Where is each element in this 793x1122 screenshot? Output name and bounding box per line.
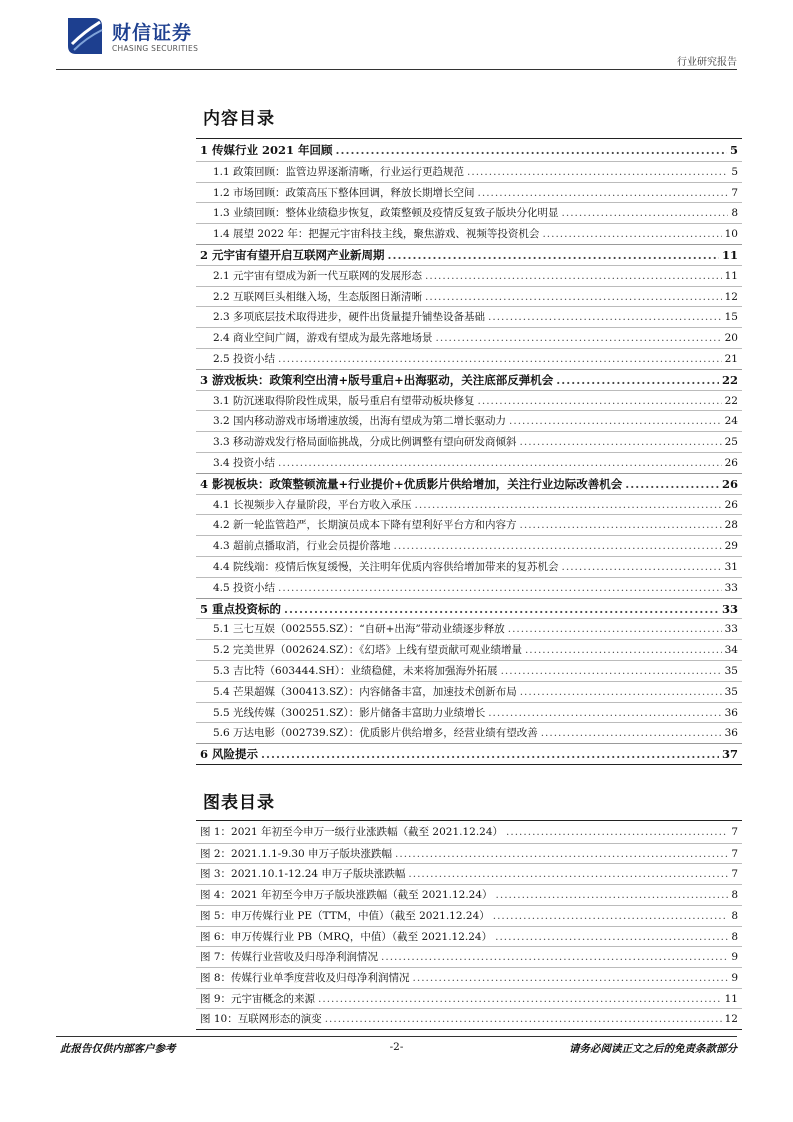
toc-section-entry[interactable] [196, 639, 742, 660]
entry-page-number: 9 [731, 951, 738, 964]
entry-page-number: 22 [724, 394, 738, 407]
toc-section-entry[interactable] [196, 514, 742, 535]
entry-page-number: 12 [724, 290, 738, 303]
entry-title: 5.2 完美世界（002624.SZ）：《幻塔》上线有望贡献可观业绩增量 [213, 644, 522, 657]
dot-leader [261, 744, 719, 764]
entry-page-number: 33 [721, 601, 738, 616]
dot-leader [478, 391, 722, 411]
entry-title: 1.2 市场回顾：政策高压下整体回调，释放长期增长空间 [213, 186, 475, 199]
toc-section-entry[interactable] [196, 390, 742, 411]
toc-section-entry[interactable] [196, 535, 742, 556]
entry-page-number: 21 [724, 353, 738, 365]
entry-page-number: 26 [724, 457, 738, 469]
entry-page-number: 36 [724, 727, 738, 740]
entry-title: 3.2 国内移动游戏市场增速放缓，出海有望成为第二增长驱动力 [213, 415, 507, 428]
entry-page-number: 8 [731, 909, 738, 922]
entry-page-number: 9 [731, 971, 738, 984]
toc-section-entry[interactable] [196, 202, 742, 223]
dot-leader [408, 864, 728, 884]
dot-leader [395, 844, 728, 864]
dot-leader [413, 968, 729, 988]
figure-entry[interactable] [196, 946, 742, 967]
entry-page-number: 7 [731, 847, 738, 860]
dot-leader [542, 224, 721, 244]
entry-title: 5 重点投资标的 [200, 601, 282, 616]
logo-emblem-icon [64, 14, 106, 58]
entry-page-number: 5 [729, 143, 738, 157]
entry-title: 2.4 商业空间广阔，游戏有望成为最先落地场景 [213, 332, 433, 345]
toc-section-entry[interactable] [196, 556, 742, 577]
toc-section-entry[interactable] [196, 265, 742, 286]
entry-title: 图 2：2021.1.1-9.30 申万子版块涨跌幅 [200, 847, 393, 860]
entry-page-number: 7 [731, 868, 738, 881]
dot-leader [415, 495, 722, 515]
dot-leader [278, 578, 722, 598]
dot-leader [509, 411, 722, 431]
toc-section-entry[interactable] [196, 161, 742, 182]
entry-title: 3.3 移动游戏发行格局面临挑战，分成比例调整有望向研发商倾斜 [213, 436, 517, 449]
entry-page-number: 25 [724, 436, 738, 449]
figure-entry[interactable] [196, 905, 742, 926]
figures-title: 图表目录 [203, 793, 275, 813]
entry-page-number: 22 [721, 372, 738, 387]
dot-leader [520, 515, 722, 535]
entry-page-number: 35 [724, 685, 738, 698]
footer-divider [56, 1036, 737, 1037]
figure-entry[interactable] [196, 1008, 742, 1029]
dot-leader [467, 162, 728, 182]
dot-leader [520, 432, 722, 452]
dot-leader [488, 703, 721, 723]
toc-section-entry[interactable] [196, 577, 742, 598]
dot-leader [425, 287, 722, 307]
dot-leader [425, 266, 722, 286]
dot-leader [278, 453, 722, 473]
entry-title: 图 10：互联网形态的演变 [200, 1013, 322, 1026]
dot-leader [506, 822, 728, 842]
entry-page-number: 31 [724, 561, 738, 573]
entry-title: 图 5：申万传媒行业 PE（TTM，中值）（截至 2021.12.24） [200, 909, 490, 922]
dot-leader [495, 927, 728, 947]
figure-entry[interactable] [196, 863, 742, 884]
entry-title: 图 1：2021 年初至今申万一级行业涨跌幅（截至 2021.12.24） [200, 826, 504, 838]
dot-leader [493, 906, 729, 926]
entry-page-number: 5 [731, 165, 738, 178]
entry-title: 5.5 光线传媒（300251.SZ）：影片储备丰富助力业绩增长 [213, 706, 486, 719]
entry-page-number: 15 [724, 311, 738, 324]
entry-title: 图 6：申万传媒行业 PB（MRQ，中值）（截至 2021.12.24） [200, 930, 493, 943]
entry-title: 2 元宇宙有望开启互联网产业新周期 [200, 248, 385, 262]
entry-page-number: 8 [731, 207, 738, 220]
toc-section-entry[interactable] [196, 494, 742, 515]
entry-page-number: 26 [721, 476, 738, 491]
entry-page-number: 33 [724, 581, 738, 594]
entry-title: 2.2 互联网巨头相继入场，生态版图日渐清晰 [213, 290, 423, 303]
dot-leader [496, 885, 729, 905]
toc-chapter-entry[interactable] [196, 244, 742, 265]
dot-leader [388, 245, 719, 265]
dot-leader [562, 557, 722, 577]
toc-section-entry[interactable] [196, 722, 742, 743]
entry-page-number: 7 [731, 186, 738, 199]
report-type-label: 行业研究报告 [677, 57, 737, 68]
company-logo [64, 14, 214, 60]
entry-page-number: 37 [721, 747, 738, 762]
footer-disclaimer-left: 此报告仅供内部客户参考 [60, 1043, 176, 1055]
entry-page-number: 24 [724, 415, 738, 428]
entry-title: 1 传媒行业 2021 年回顾 [200, 143, 333, 157]
figure-entry[interactable] [196, 884, 742, 905]
toc-chapter-entry[interactable] [196, 743, 742, 764]
entry-page-number: 34 [724, 644, 738, 657]
entry-title: 4.5 投资小结 [213, 581, 276, 594]
dot-leader [381, 947, 728, 967]
header-divider [56, 69, 737, 70]
dot-leader [508, 619, 722, 639]
logo-chinese-name: 财信证券 [112, 22, 193, 44]
entry-title: 图 3：2021.10.1-12.24 申万子版块涨跌幅 [200, 868, 406, 881]
figure-index [196, 820, 742, 1030]
entry-title: 5.1 三七互娱（002555.SZ）：“自研+出海”带动业绩逐步释放 [213, 623, 505, 636]
entry-page-number: 11 [724, 269, 738, 282]
toc-section-entry[interactable] [196, 431, 742, 452]
figure-entry[interactable] [196, 843, 742, 864]
dot-leader [525, 640, 722, 660]
toc-section-entry[interactable] [196, 348, 742, 369]
dot-leader [625, 474, 719, 494]
entry-page-number: 33 [724, 623, 738, 636]
dot-leader [562, 203, 729, 223]
entry-page-number: 8 [731, 930, 738, 943]
entry-title: 5.3 吉比特（603444.SH）：业绩稳健，未来将加强海外拓展 [213, 665, 498, 677]
dot-leader [556, 370, 719, 390]
dot-leader [478, 183, 729, 203]
toc-section-entry[interactable] [196, 681, 742, 702]
entry-title: 1.4 展望 2022 年：把握元宇宙科技主线，聚焦游戏、视频等投资机会 [213, 228, 540, 241]
entry-title: 3 游戏板块：政策利空出清+版号重启+出海驱动，关注底部反弹机会 [200, 372, 554, 387]
dot-leader [336, 140, 727, 160]
entry-title: 4.3 超前点播取消，行业会员提价落地 [213, 540, 391, 553]
toc-chapter-entry[interactable] [196, 369, 742, 390]
entry-title: 4.2 新一轮监管趋严，长期演员成本下降有望利好平台方和内容方 [213, 519, 517, 532]
toc-title: 内容目录 [203, 109, 275, 129]
dot-leader [318, 989, 722, 1009]
entry-title: 5.4 芒果超媒（300413.SZ）：内容储备丰富，加速技术创新布局 [213, 685, 517, 698]
entry-page-number: 11 [721, 248, 738, 262]
dot-leader [325, 1009, 722, 1029]
footer-disclaimer-right: 请务必阅读正文之后的免责条款部分 [569, 1043, 737, 1055]
entry-title: 4 影视板块：政策整顿流量+行业提价+优质影片供给增加，关注行业边际改善机会 [200, 476, 623, 491]
entry-title: 2.5 投资小结 [213, 353, 276, 365]
page-header [0, 0, 793, 75]
toc-chapter-entry[interactable] [196, 140, 742, 160]
entry-page-number: 29 [724, 540, 738, 553]
toc-chapter-entry[interactable] [196, 473, 742, 494]
toc-chapter-entry[interactable] [196, 598, 742, 619]
entry-title: 图 4：2021 年初至今申万子版块涨跌幅（截至 2021.12.24） [200, 889, 493, 902]
figure-entry[interactable] [196, 988, 742, 1009]
entry-page-number: 7 [731, 826, 738, 838]
entry-title: 3.4 投资小结 [213, 457, 276, 469]
toc-section-entry[interactable] [196, 618, 742, 639]
toc-section-entry[interactable] [196, 327, 742, 348]
entry-page-number: 10 [724, 228, 738, 241]
entry-title: 4.4 院线端：疫情后恢复缓慢，关注明年优质内容供给增加带来的复苏机会 [213, 561, 559, 573]
entry-page-number: 26 [724, 498, 738, 511]
toc-section-entry[interactable] [196, 286, 742, 307]
entry-title: 图 9：元宇宙概念的来源 [200, 992, 316, 1005]
figure-entry[interactable] [196, 822, 742, 842]
dot-leader [541, 723, 722, 743]
entry-title: 6 风险提示 [200, 747, 259, 762]
figure-entry[interactable] [196, 926, 742, 947]
logo-english-name: CHASING SECURITIES [112, 44, 199, 53]
dot-leader [501, 661, 722, 681]
entry-title: 图 8：传媒行业单季度营收及归母净利润情况 [200, 971, 410, 984]
entry-page-number: 12 [724, 1013, 738, 1026]
toc-section-entry[interactable] [196, 182, 742, 203]
entry-title: 3.1 防沉迷取得阶段性成果，版号重启有望带动板块修复 [213, 394, 475, 407]
entry-page-number: 28 [724, 519, 738, 532]
entry-title: 4.1 长视频步入存量阶段，平台方收入承压 [213, 498, 412, 511]
entry-title: 图 7：传媒行业营收及归母净利润情况 [200, 951, 379, 964]
entry-page-number: 20 [724, 332, 738, 345]
dot-leader [520, 682, 722, 702]
entry-page-number: 35 [724, 665, 738, 677]
entry-page-number: 36 [724, 706, 738, 719]
toc-section-entry[interactable] [196, 452, 742, 473]
toc-section-entry[interactable] [196, 410, 742, 431]
dot-leader [394, 536, 722, 556]
dot-leader [488, 307, 722, 327]
toc-section-entry[interactable] [196, 702, 742, 723]
toc-section-entry[interactable] [196, 306, 742, 327]
entry-title: 2.3 多项底层技术取得进步，硬件出货量提升铺垫设备基础 [213, 311, 486, 324]
table-of-contents [196, 138, 742, 765]
dot-leader [278, 349, 722, 369]
entry-title: 1.1 政策回顾：监管边界逐渐清晰，行业运行更趋规范 [213, 165, 465, 178]
entry-page-number: 8 [731, 889, 738, 902]
entry-title: 5.6 万达电影（002739.SZ）：优质影片供给增多，经营业绩有望改善 [213, 727, 538, 740]
figure-entry[interactable] [196, 967, 742, 988]
page-number: -2- [389, 1041, 404, 1053]
toc-section-entry[interactable] [196, 223, 742, 244]
toc-section-entry[interactable] [196, 660, 742, 681]
entry-title: 2.1 元宇宙有望成为新一代互联网的发展形态 [213, 269, 423, 282]
entry-page-number: 11 [724, 992, 738, 1005]
entry-title: 1.3 业绩回顾：整体业绩稳步恢复，政策整顿及疫情反复致子版块分化明显 [213, 207, 559, 220]
dot-leader [436, 328, 722, 348]
dot-leader [284, 599, 719, 619]
